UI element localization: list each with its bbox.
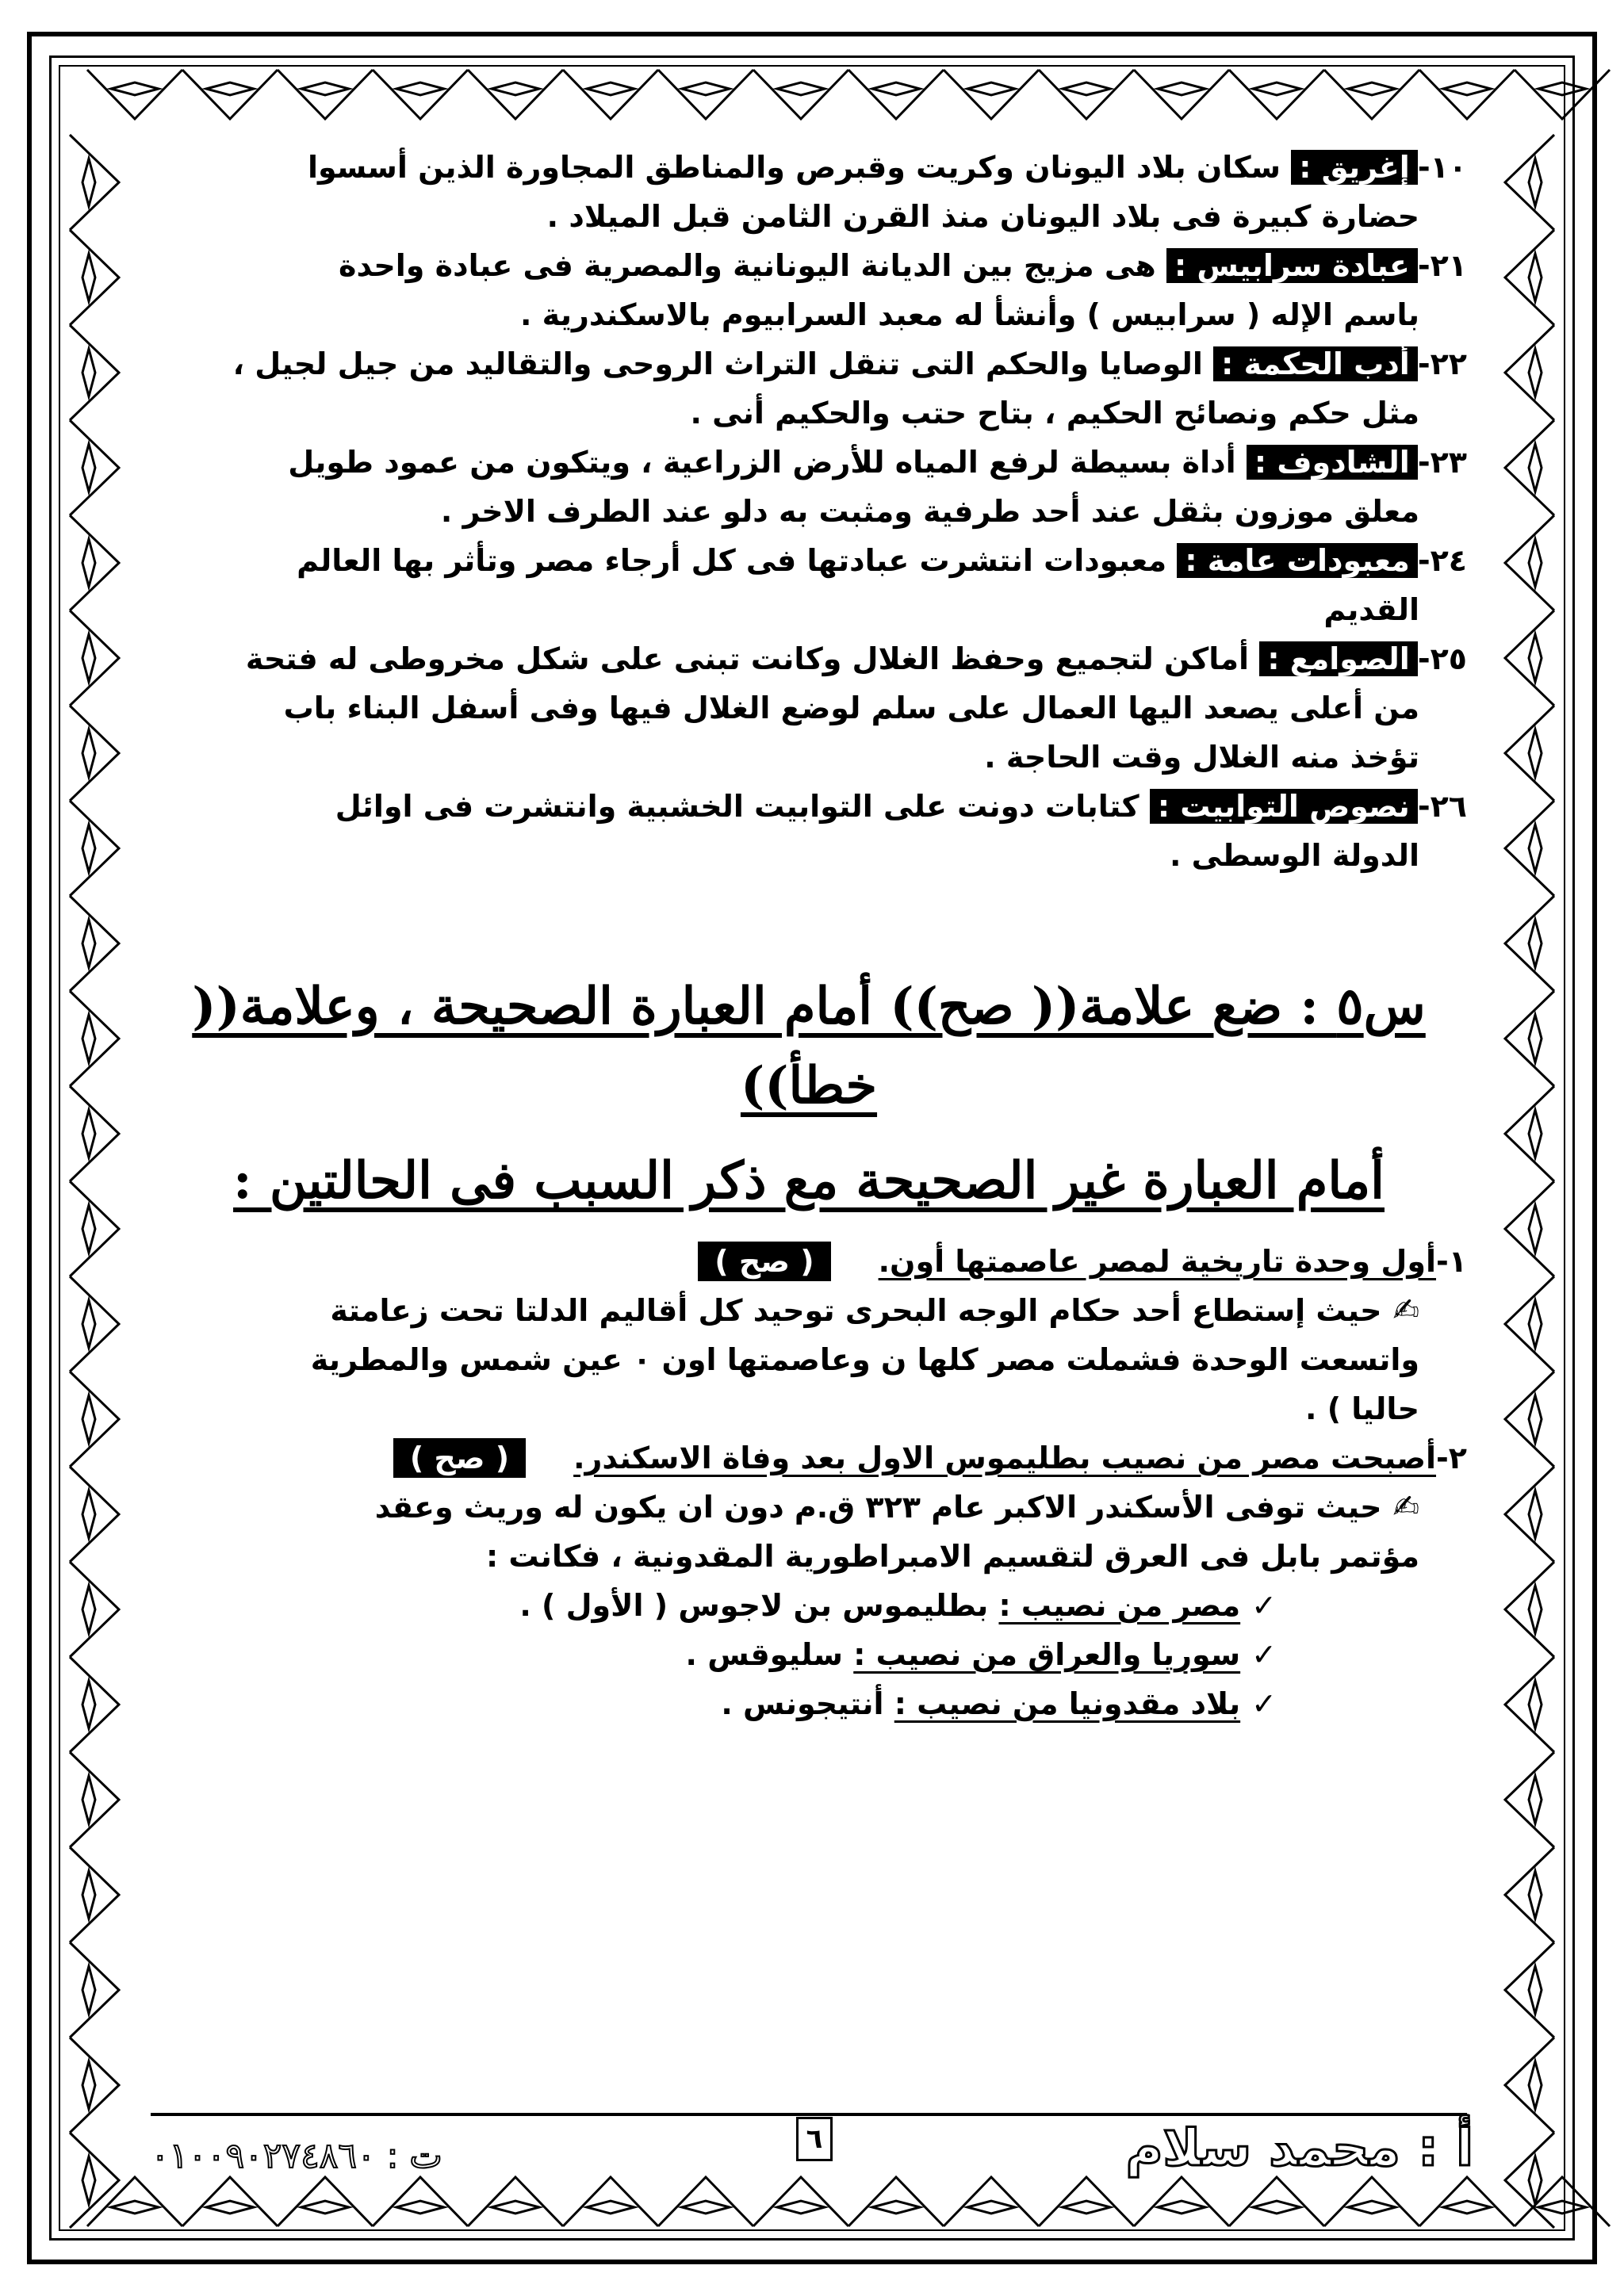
reason-text: حيث إستطاع أحد حكام الوجه البحرى توحيد كل أقاليم الدلتا تحت زعامتة bbox=[330, 1293, 1382, 1328]
item-text: سكان بلاد اليونان وكريت وقبرص والمناطق المجاورة الذين أسسوا bbox=[307, 150, 1281, 185]
answer-statement: أصبحت مصر من نصيب بطليموس الاول بعد وفاة الاسكندر. bbox=[573, 1441, 1437, 1475]
check-label: مصر من نصيب : bbox=[998, 1588, 1241, 1623]
reason-line bbox=[151, 1384, 1467, 1433]
answer-number: ١- bbox=[1436, 1244, 1467, 1279]
item-continuation: معلق موزون بثقل عند أحد طرفية ومثبت به دلو عند الطرف الاخر . bbox=[440, 494, 1419, 529]
definition-item bbox=[151, 634, 1467, 782]
item-term: الصوامع : bbox=[1259, 641, 1418, 676]
item-number: ٢٤- bbox=[1417, 543, 1467, 578]
reason-text: حاليا ) . bbox=[1305, 1391, 1419, 1426]
check-label: سوريا والعراق من نصيب : bbox=[853, 1637, 1241, 1672]
item-text: أماكن لتجميع وحفظ الغلال وكانت تبنى على شكل مخروطى له فتحة bbox=[245, 641, 1250, 676]
definition-item bbox=[151, 143, 1467, 241]
definition-item bbox=[151, 438, 1467, 536]
definition-item bbox=[151, 241, 1467, 339]
reason-text: واتسعت الوحدة فشملت مصر كلها ن وعاصمتها اون ٠ عين شمس والمطرية bbox=[310, 1342, 1419, 1377]
reason-line bbox=[151, 1286, 1467, 1335]
reason-line bbox=[151, 1335, 1467, 1384]
item-term: الشادوف : bbox=[1247, 445, 1418, 480]
check-item bbox=[151, 1630, 1467, 1679]
answers-list bbox=[151, 1237, 1467, 1728]
check-icon: ✓ bbox=[1251, 1637, 1277, 1672]
item-number: ٢٥- bbox=[1417, 641, 1467, 676]
answer-statement: أول وحدة تاريخية لمصر عاصمتها أون. bbox=[878, 1244, 1437, 1279]
item-term: إغريق : bbox=[1291, 150, 1418, 185]
item-continuation: باسم الإله ( سرابيس ) وأنشأ له معبد السرابيوم بالاسكندرية . bbox=[520, 297, 1419, 332]
reason-line bbox=[151, 1483, 1467, 1532]
item-text: معبودات انتشرت عبادتها فى كل أرجاء مصر وتأثر بها العالم bbox=[297, 543, 1167, 578]
answer-mark: ( صح ) bbox=[393, 1438, 526, 1478]
item-term: عبادة سرابيس : bbox=[1166, 248, 1418, 283]
check-icon: ✓ bbox=[1251, 1686, 1277, 1721]
item-continuation: تؤخذ منه الغلال وقت الحاجة . bbox=[984, 740, 1419, 775]
item-term: نصوص التوابيت : bbox=[1150, 789, 1418, 824]
reason-text: مؤتمر بابل فى العرق لتقسيم الامبراطورية المقدونية ، فكانت : bbox=[485, 1539, 1419, 1574]
page-number: ٦ bbox=[796, 2117, 833, 2161]
item-number: ٢٢- bbox=[1417, 346, 1467, 381]
pen-icon: ✍ bbox=[1392, 1489, 1419, 1525]
question-heading-line1: س٥ : ضع علامة(( صح)) أمام العبارة الصحيحة ، وعلامة(( خطأ)) bbox=[192, 977, 1426, 1115]
item-text: كتابات دونت على التوابيت الخشبية وانتشرت فى اوائل bbox=[335, 789, 1139, 824]
answer-item bbox=[151, 1237, 1467, 1433]
author-name: أ : محمد سلام bbox=[1125, 2119, 1473, 2178]
question-heading-line2: أمام العبارة غير الصحيحة مع ذكر السبب فى الحالتين : bbox=[233, 1151, 1385, 1211]
answer-number: ٢- bbox=[1436, 1441, 1467, 1475]
item-text: الوصايا والحكم التى تنقل التراث الروحى والتقاليد من جيل لجيل ، bbox=[232, 346, 1203, 381]
item-term: معبودات عامة : bbox=[1177, 543, 1417, 578]
check-item bbox=[151, 1679, 1467, 1728]
item-number: ١٠- bbox=[1417, 150, 1467, 185]
item-number: ٢١- bbox=[1417, 248, 1467, 283]
answer-item bbox=[151, 1433, 1467, 1728]
check-item bbox=[151, 1581, 1467, 1630]
definition-item bbox=[151, 339, 1467, 438]
pen-icon: ✍ bbox=[1392, 1292, 1419, 1329]
check-value: أنتيجونس . bbox=[721, 1686, 884, 1721]
check-value: سليوقس . bbox=[685, 1637, 844, 1672]
item-term: أدب الحكمة : bbox=[1213, 346, 1418, 381]
item-continuation: الدولة الوسطى . bbox=[1169, 838, 1419, 873]
reason-text: حيث توفى الأسكندر الاكبر عام ٣٢٣ ق.م دون ان يكون له وريث وعقد bbox=[374, 1490, 1382, 1525]
item-text: هى مزيج بين الديانة اليونانية والمصرية فى عبادة واحدة bbox=[339, 248, 1156, 283]
definition-item bbox=[151, 536, 1467, 634]
check-value: بطليموس بن لاجوس ( الأول ) . bbox=[519, 1588, 989, 1623]
item-continuation: مثل حكم ونصائح الحكيم ، بتاح حتب والحكيم أنى . bbox=[690, 396, 1419, 430]
check-icon: ✓ bbox=[1251, 1588, 1277, 1623]
item-number: ٢٦- bbox=[1417, 789, 1467, 824]
definition-item bbox=[151, 782, 1467, 880]
item-continuation: من أعلى يصعد اليها العمال على سلم لوضع الغلال فيها وفى أسفل البناء باب bbox=[283, 691, 1419, 725]
answer-mark: ( صح ) bbox=[698, 1242, 830, 1281]
phone-number: ت : ٠١٠٠٩٠٢٧٤٨٦٠ bbox=[151, 2136, 442, 2176]
item-continuation: حضارة كبيرة فى بلاد اليونان منذ القرن الثامن قبل الميلاد . bbox=[546, 199, 1419, 234]
document-body bbox=[151, 143, 1467, 1728]
item-text: أداة بسيطة لرفع المياه للأرض الزراعية ، ويتكون من عمود طويل bbox=[288, 445, 1236, 480]
footer-divider bbox=[151, 2113, 1467, 2116]
definitions-list bbox=[151, 143, 1467, 880]
reason-line bbox=[151, 1532, 1467, 1581]
item-continuation: القديم bbox=[1323, 592, 1419, 627]
check-label: بلاد مقدونيا من نصيب : bbox=[894, 1686, 1241, 1721]
item-number: ٢٣- bbox=[1417, 445, 1467, 480]
